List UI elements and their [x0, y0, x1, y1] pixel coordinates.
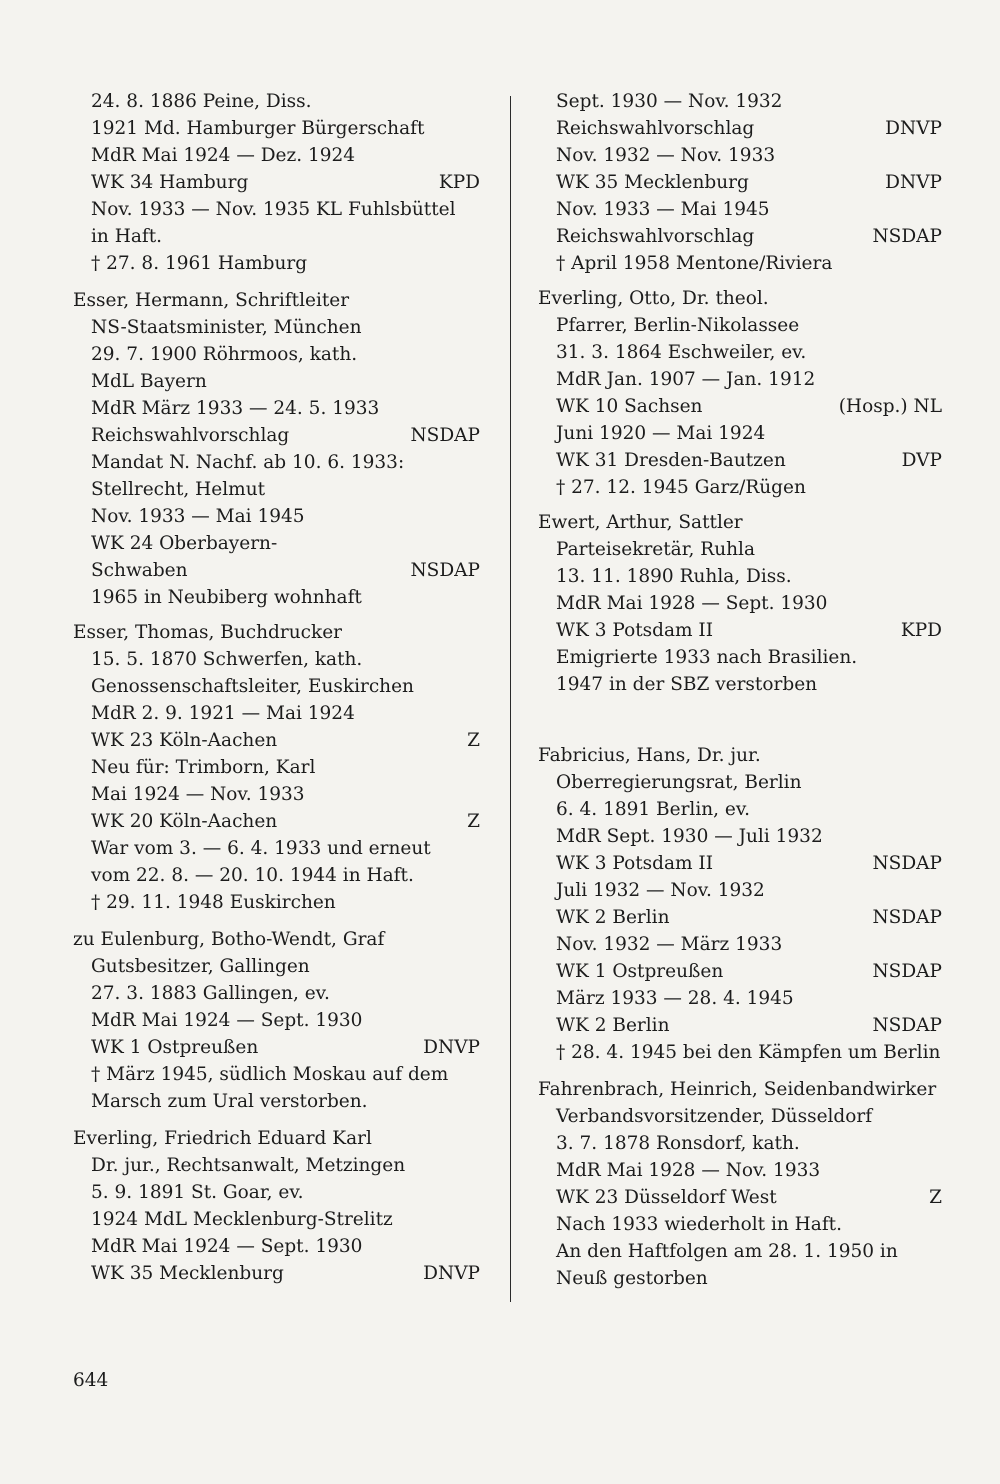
line-text: Pfarrer, Berlin-Nikolassee	[556, 315, 800, 336]
entry-line	[73, 646, 480, 673]
line-text: Juli 1932 — Nov. 1932	[556, 880, 765, 901]
party-label: NSDAP	[872, 1015, 942, 1036]
entry-line	[73, 889, 480, 916]
entry-line	[73, 530, 480, 557]
entry-line	[538, 590, 942, 617]
entry-line	[538, 536, 942, 563]
entry-line	[538, 1012, 942, 1039]
entry-line	[73, 673, 480, 700]
line-text: MdL Bayern	[91, 371, 207, 392]
party-label: DNVP	[423, 1037, 480, 1058]
party-label: DNVP	[885, 172, 942, 193]
line-text: WK 23 Düsseldorf West	[556, 1187, 777, 1208]
line-text: WK 1 Ostpreußen	[556, 961, 724, 982]
left-column	[73, 88, 480, 1287]
entry-line	[538, 366, 942, 393]
entry-line	[538, 1103, 942, 1130]
line-text: † 27. 8. 1961 Hamburg	[91, 253, 308, 274]
line-text: Nov. 1933 — Mai 1945	[91, 506, 305, 527]
line-text: Nach 1933 wiederholt in Haft.	[556, 1214, 842, 1235]
line-text: WK 1 Ostpreußen	[91, 1037, 259, 1058]
right-column	[538, 88, 942, 1292]
entry-heading	[73, 1125, 480, 1152]
party-label: NSDAP	[410, 425, 480, 446]
line-text: vom 22. 8. — 20. 10. 1944 in Haft.	[91, 865, 414, 886]
entry-line	[73, 1034, 480, 1061]
line-text: WK 24 Oberbayern-	[91, 533, 278, 554]
line-text: Nov. 1933 — Mai 1945	[556, 199, 770, 220]
biography-entry	[538, 88, 942, 277]
entry-line	[538, 671, 942, 698]
entry-heading	[538, 509, 942, 536]
line-text: WK 3 Potsdam II	[556, 853, 714, 874]
line-text: Emigrierte 1933 nach Brasilien.	[556, 647, 858, 668]
line-text: 1947 in der SBZ verstorben	[556, 674, 818, 695]
entry-line	[73, 953, 480, 980]
entry-heading	[538, 1076, 942, 1103]
line-text: 24. 8. 1886 Peine, Diss.	[91, 91, 312, 112]
entry-line	[73, 700, 480, 727]
entry-heading	[73, 926, 480, 953]
entry-line	[538, 339, 942, 366]
entry-line	[538, 1238, 942, 1265]
line-text: Esser, Hermann, Schriftleiter	[73, 290, 350, 311]
entry-line	[73, 584, 480, 611]
line-text: † 28. 4. 1945 bei den Kämpfen um Berlin	[556, 1042, 941, 1063]
line-text: 5. 9. 1891 St. Goar, ev.	[91, 1182, 304, 1203]
entry-line	[73, 142, 480, 169]
entry-line	[73, 422, 480, 449]
entry-line	[73, 115, 480, 142]
entry-line	[538, 1184, 942, 1211]
line-text: WK 35 Mecklenburg	[556, 172, 749, 193]
line-text: in Haft.	[91, 226, 163, 247]
line-text: 13. 11. 1890 Ruhla, Diss.	[556, 566, 792, 587]
entry-line	[73, 169, 480, 196]
line-text: Oberregierungsrat, Berlin	[556, 772, 802, 793]
entry-line	[73, 223, 480, 250]
party-label: NSDAP	[872, 853, 942, 874]
line-text: MdR Mai 1924 — Sept. 1930	[91, 1010, 363, 1031]
line-text: Genossenschaftsleiter, Euskirchen	[91, 676, 414, 697]
entry-line	[73, 727, 480, 754]
line-text: Mai 1924 — Nov. 1933	[91, 784, 305, 805]
party-label: DVP	[901, 450, 942, 471]
line-text: MdR 2. 9. 1921 — Mai 1924	[91, 703, 355, 724]
entry-line	[538, 474, 942, 501]
party-label: (Hosp.) NL	[838, 396, 942, 417]
line-text: 3. 7. 1878 Ronsdorf, kath.	[556, 1133, 800, 1154]
line-text: WK 3 Potsdam II	[556, 620, 714, 641]
entry-line	[538, 169, 942, 196]
line-text: Reichswahlvorschlag	[556, 226, 755, 247]
entry-line	[73, 314, 480, 341]
line-text: Parteisekretär, Ruhla	[556, 539, 755, 560]
entry-line	[538, 931, 942, 958]
entry-line	[73, 1233, 480, 1260]
line-text: 27. 3. 1883 Gallingen, ev.	[91, 983, 330, 1004]
line-text: Neuß gestorben	[556, 1268, 708, 1289]
line-text: † April 1958 Mentone/Riviera	[556, 253, 833, 274]
biography-entry	[73, 619, 480, 916]
line-text: 6. 4. 1891 Berlin, ev.	[556, 799, 751, 820]
line-text: † 27. 12. 1945 Garz/Rügen	[556, 477, 806, 498]
entry-line	[73, 341, 480, 368]
party-label: DNVP	[885, 118, 942, 139]
party-label: NSDAP	[872, 961, 942, 982]
entry-line	[538, 1157, 942, 1184]
entry-line	[538, 142, 942, 169]
line-text: zu Eulenburg, Botho-Wendt, Graf	[73, 929, 385, 950]
line-text: NS-Staatsminister, München	[91, 317, 362, 338]
line-text: Dr. jur., Rechtsanwalt, Metzingen	[91, 1155, 406, 1176]
line-text: 1924 MdL Mecklenburg-Strelitz	[91, 1209, 393, 1230]
line-text: WK 35 Mecklenburg	[91, 1263, 284, 1284]
entry-line	[538, 393, 942, 420]
entry-line	[73, 1061, 480, 1088]
biography-entry	[73, 287, 480, 611]
entry-line	[73, 250, 480, 277]
entry-line	[73, 557, 480, 584]
party-label: Z	[467, 730, 480, 751]
biography-entry	[538, 1076, 942, 1292]
entry-line	[538, 877, 942, 904]
line-text: 15. 5. 1870 Schwerfen, kath.	[91, 649, 363, 670]
party-label: NSDAP	[410, 560, 480, 581]
line-text: An den Haftfolgen am 28. 1. 1950 in	[556, 1241, 898, 1262]
line-text: Nov. 1932 — Nov. 1933	[556, 145, 776, 166]
entry-line	[538, 1265, 942, 1292]
line-text: 29. 7. 1900 Röhrmoos, kath.	[91, 344, 358, 365]
entry-line	[73, 835, 480, 862]
line-text: Verbandsvorsitzender, Düsseldorf	[556, 1106, 873, 1127]
entry-line	[538, 1039, 942, 1066]
line-text: † 29. 11. 1948 Euskirchen	[91, 892, 336, 913]
entry-line	[73, 1152, 480, 1179]
entry-line	[538, 420, 942, 447]
line-text: Everling, Friedrich Eduard Karl	[73, 1128, 372, 1149]
entry-line	[538, 1130, 942, 1157]
party-label: NSDAP	[872, 907, 942, 928]
biography-entry	[73, 88, 480, 277]
line-text: Gutsbesitzer, Gallingen	[91, 956, 310, 977]
line-text: WK 10 Sachsen	[556, 396, 703, 417]
entry-line	[73, 503, 480, 530]
line-text: Everling, Otto, Dr. theol.	[538, 288, 769, 309]
entry-line	[538, 617, 942, 644]
party-label: KPD	[438, 172, 480, 193]
entry-line	[73, 781, 480, 808]
line-text: Mandat N. Nachf. ab 10. 6. 1933:	[91, 452, 405, 473]
entry-line	[73, 980, 480, 1007]
entry-line	[73, 196, 480, 223]
entry-heading	[73, 287, 480, 314]
biography-entry	[73, 1125, 480, 1287]
entry-line	[538, 312, 942, 339]
line-text: MdR Mai 1924 — Sept. 1930	[91, 1236, 363, 1257]
line-text: WK 2 Berlin	[556, 907, 670, 928]
entry-line	[538, 115, 942, 142]
entry-line	[538, 958, 942, 985]
entry-line	[538, 447, 942, 474]
line-text: War vom 3. — 6. 4. 1933 und erneut	[91, 838, 431, 859]
line-text: MdR Mai 1928 — Nov. 1933	[556, 1160, 821, 1181]
entry-line	[538, 796, 942, 823]
party-label: KPD	[900, 620, 942, 641]
entry-line	[538, 904, 942, 931]
line-text: WK 34 Hamburg	[91, 172, 249, 193]
entry-line	[73, 368, 480, 395]
line-text: 31. 3. 1864 Eschweiler, ev.	[556, 342, 807, 363]
line-text: WK 23 Köln-Aachen	[91, 730, 278, 751]
biography-entry	[538, 509, 942, 698]
party-label: Z	[929, 1187, 942, 1208]
line-text: MdR Mai 1924 — Dez. 1924	[91, 145, 356, 166]
entry-line	[73, 754, 480, 781]
line-text: Nov. 1932 — März 1933	[556, 934, 783, 955]
entry-line	[73, 1007, 480, 1034]
line-text: MdR März 1933 — 24. 5. 1933	[91, 398, 380, 419]
entry-line	[73, 808, 480, 835]
entry-line	[538, 563, 942, 590]
entry-line	[538, 196, 942, 223]
line-text: Fabricius, Hans, Dr. jur.	[538, 745, 761, 766]
line-text: Nov. 1933 — Nov. 1935 KL Fuhlsbüttel	[91, 199, 456, 220]
line-text: Stellrecht, Helmut	[91, 479, 266, 500]
line-text: Sept. 1930 — Nov. 1932	[556, 91, 783, 112]
entry-line	[538, 250, 942, 277]
line-text: Juni 1920 — Mai 1924	[556, 423, 766, 444]
party-label: DNVP	[423, 1263, 480, 1284]
entry-heading	[73, 619, 480, 646]
entry-line	[73, 88, 480, 115]
line-text: Ewert, Arthur, Sattler	[538, 512, 743, 533]
entry-line	[538, 1211, 942, 1238]
entry-line	[538, 644, 942, 671]
entry-line	[73, 1088, 480, 1115]
line-text: Schwaben	[91, 560, 188, 581]
entry-line	[73, 1260, 480, 1287]
biography-entry	[73, 926, 480, 1115]
entry-line	[73, 449, 480, 476]
line-text: MdR Jan. 1907 — Jan. 1912	[556, 369, 816, 390]
line-text: Marsch zum Ural verstorben.	[91, 1091, 368, 1112]
biography-entry	[538, 285, 942, 501]
page-number: 644	[73, 1370, 109, 1391]
entry-line	[73, 1179, 480, 1206]
line-text: Reichswahlvorschlag	[91, 425, 290, 446]
line-text: Reichswahlvorschlag	[556, 118, 755, 139]
column-divider	[510, 96, 511, 1302]
line-text: Neu für: Trimborn, Karl	[91, 757, 316, 778]
line-text: WK 20 Köln-Aachen	[91, 811, 278, 832]
line-text: WK 31 Dresden-Bautzen	[556, 450, 786, 471]
line-text: 1965 in Neubiberg wohnhaft	[91, 587, 362, 608]
line-text: MdR Mai 1928 — Sept. 1930	[556, 593, 828, 614]
entry-heading	[538, 285, 942, 312]
entry-line	[73, 862, 480, 889]
line-text: † März 1945, südlich Moskau auf dem	[91, 1064, 449, 1085]
line-text: Esser, Thomas, Buchdrucker	[73, 622, 342, 643]
biography-entry	[538, 742, 942, 1066]
entry-line	[538, 88, 942, 115]
entry-line	[538, 985, 942, 1012]
entry-line	[538, 850, 942, 877]
entry-line	[73, 476, 480, 503]
line-text: 1921 Md. Hamburger Bürgerschaft	[91, 118, 425, 139]
line-text: Fahrenbrach, Heinrich, Seidenbandwirker	[538, 1079, 937, 1100]
line-text: WK 2 Berlin	[556, 1015, 670, 1036]
party-label: Z	[467, 811, 480, 832]
entry-line	[538, 769, 942, 796]
entry-line	[73, 395, 480, 422]
entry-line	[538, 823, 942, 850]
entry-line	[538, 223, 942, 250]
party-label: NSDAP	[872, 226, 942, 247]
line-text: MdR Sept. 1930 — Juli 1932	[556, 826, 823, 847]
line-text: März 1933 — 28. 4. 1945	[556, 988, 794, 1009]
entry-line	[73, 1206, 480, 1233]
entry-heading	[538, 742, 942, 769]
